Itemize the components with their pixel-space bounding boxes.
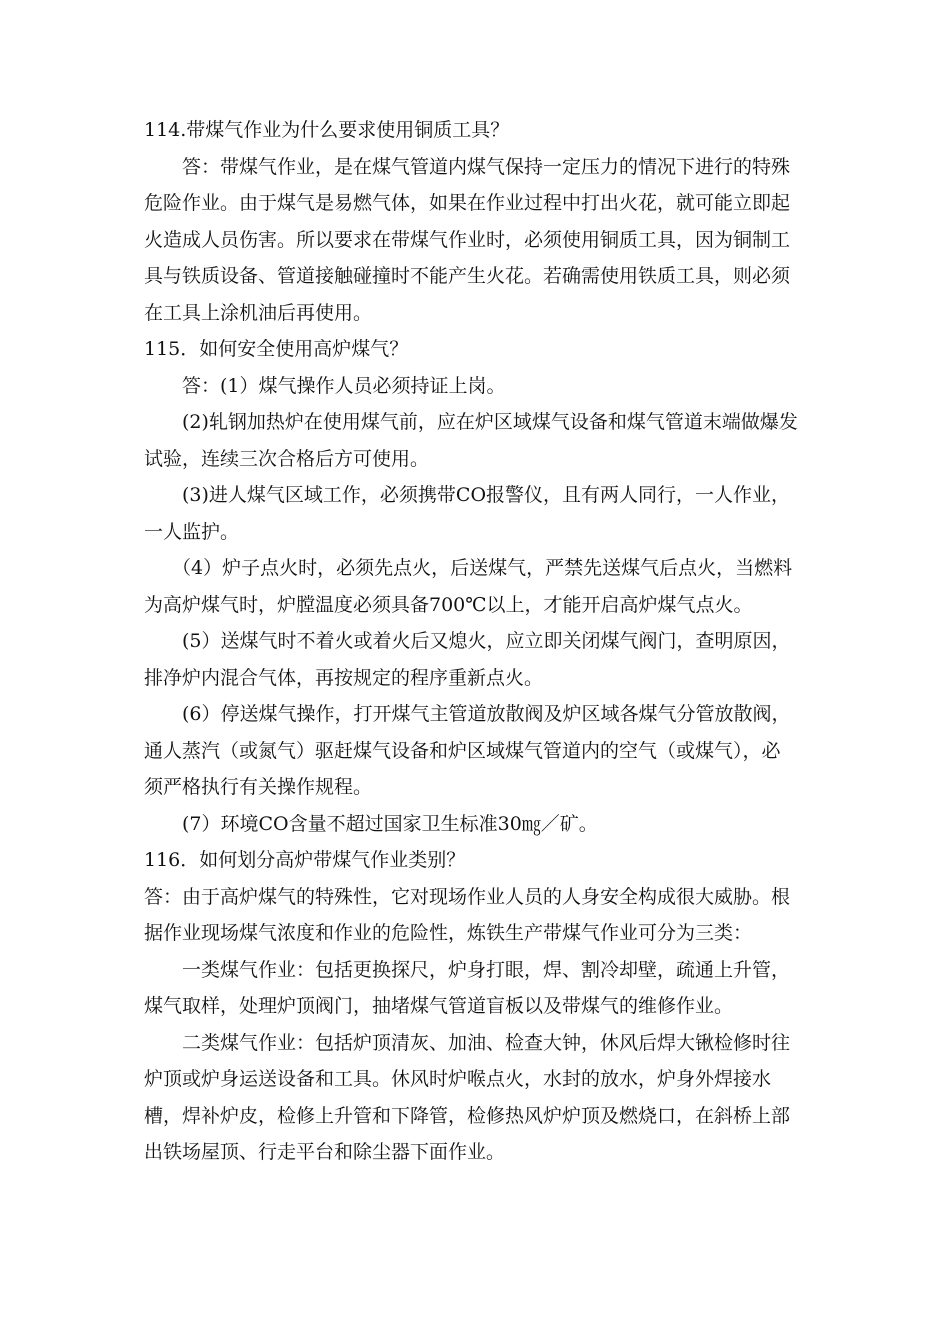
document-body <box>144 112 808 1171</box>
answer-115-line: 须严格执行有关操作规程。 <box>144 776 373 798</box>
answer-116-line: 一类煤气作业：包括更换探尺，炉身打眼，焊、割冷却壁，疏通上升管， <box>182 958 791 981</box>
answer-115-line: (6）停送煤气操作，打开煤气主管道放散阀及炉区域各煤气分管放散阀， <box>182 703 791 725</box>
answer-114-line: 在工具上涂机油后再使用。 <box>144 301 373 324</box>
answer-115-line: (7）环境CO含量不超过国家卫生标准30㎎／矿。 <box>182 812 598 835</box>
answer-115-line: 为高炉煤气时，炉膛温度必须具备700℃以上，才能开启高炉煤气点火。 <box>144 593 753 616</box>
question-116-title: 116．如何划分高炉带煤气作业类别？ <box>144 849 466 871</box>
answer-116-line: 炉顶或炉身运送设备和工具。休风时炉喉点火，水封的放水，炉身外焊接水 <box>144 1068 772 1090</box>
answer-115-line: 答：(1）煤气操作人员必须持证上岗。 <box>182 374 506 397</box>
answer-114-line: 火造成人员伤害。所以要求在带煤气作业时，必须使用铜质工具，因为铜制工 <box>144 228 791 251</box>
question-115-title: 115．如何安全使用高炉煤气？ <box>144 338 409 360</box>
answer-115-line: 一人监护。 <box>144 520 240 543</box>
answer-114-line: 具与铁质设备、管道接触碰撞时不能产生火花。若确需使用铁质工具，则必须 <box>144 265 791 287</box>
answer-115-line: (2)轧钢加热炉在使用煤气前，应在炉区域煤气设备和煤气管道末端做爆发 <box>182 411 798 433</box>
answer-116-line: 槽，焊补炉皮，检修上升管和下降管，检修热风炉炉顶及燃烧口，在斜桥上部 <box>144 1104 791 1127</box>
answer-115-line: 排净炉内混合气体，再按规定的程序重新点火。 <box>144 666 544 689</box>
answer-116-line: 二类煤气作业：包括炉顶清灰、加油、检查大钟，休风后焊大锹检修时往 <box>182 1031 791 1054</box>
answer-115-line: （4）炉子点火时，必须先点火，后送煤气，严禁先送煤气后点火，当燃料 <box>172 557 793 579</box>
answer-116-line: 答：由于高炉煤气的特殊性，它对现场作业人员的人身安全构成很大威胁。根 <box>144 885 791 908</box>
answer-115-line: 试验，连续三次合格后方可使用。 <box>144 447 430 470</box>
answer-114-line: 危险作业。由于煤气是易燃气体，如果在作业过程中打出火花，就可能立即起 <box>144 192 791 214</box>
answer-115-line: (5）送煤气时不着火或着火后又熄火，应立即关闭煤气阀门，查明原因， <box>182 630 791 652</box>
answer-116-line: 煤气取样，处理炉顶阀门，抽堵煤气管道盲板以及带煤气的维修作业。 <box>144 995 734 1017</box>
answer-115-line: (3)进人煤气区域工作，必须携带CO报警仪，且有两人同行，一人作业， <box>182 484 791 506</box>
answer-115-line: 通人蒸汽（或氮气）驱赶煤气设备和炉区域煤气管道内的空气（或煤气），必 <box>144 739 781 762</box>
answer-114-line: 答：带煤气作业，是在煤气管道内煤气保持一定压力的情况下进行的特殊 <box>182 155 791 178</box>
answer-116-line: 据作业现场煤气浓度和作业的危险性，炼铁生产带煤气作业可分为三类： <box>144 922 753 944</box>
question-114-title: 114.带煤气作业为什么要求使用铜质工具？ <box>144 119 510 141</box>
answer-116-line: 出铁场屋顶、行走平台和除尘器下面作业。 <box>144 1141 506 1163</box>
